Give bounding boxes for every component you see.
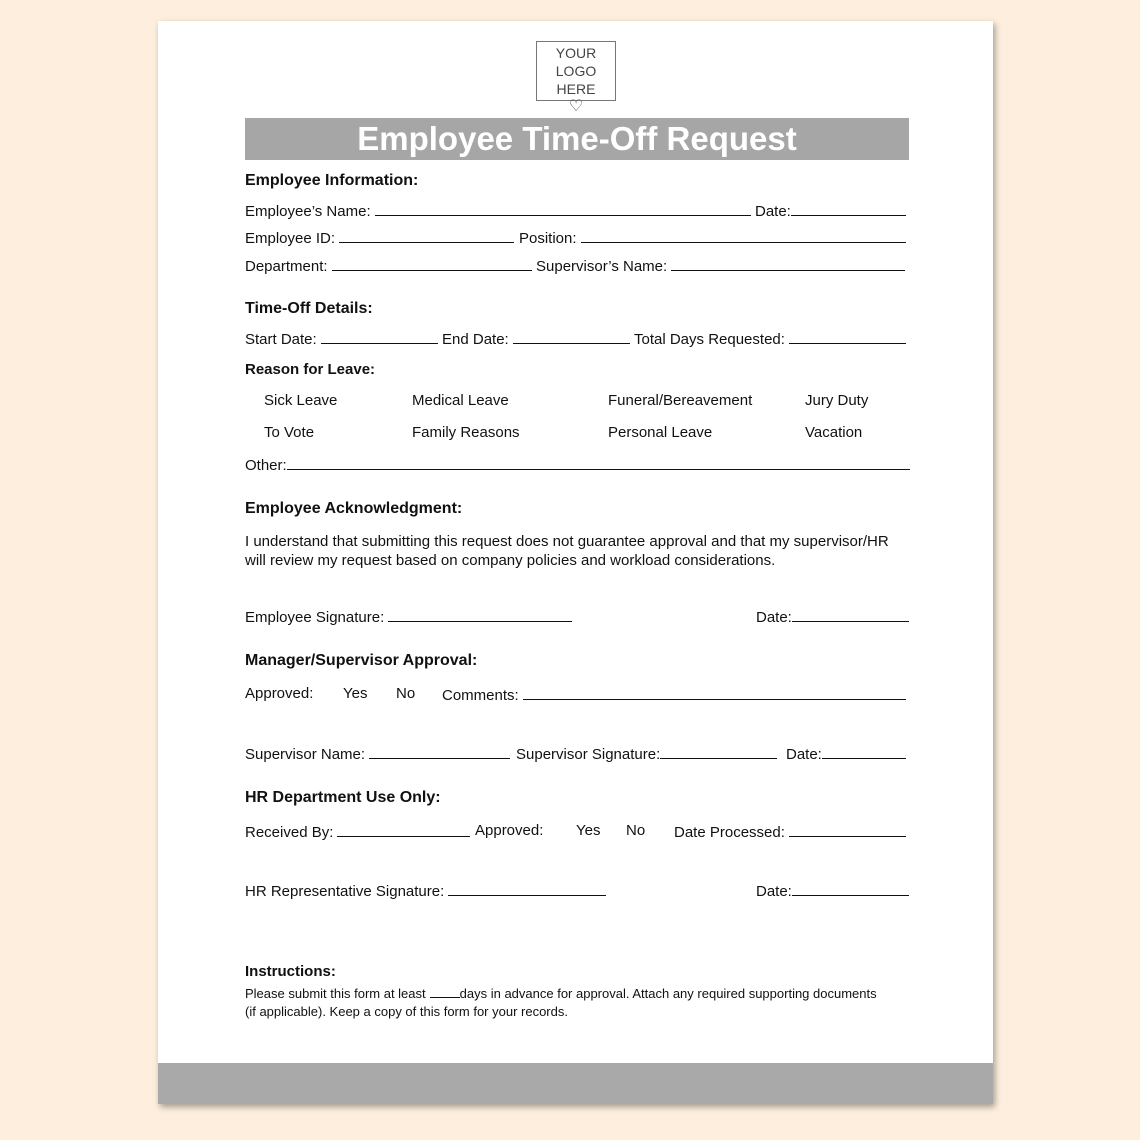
date-processed-field[interactable]: [789, 822, 906, 837]
comments-row: [442, 685, 906, 704]
instructions-text-a: Please submit this form at least: [245, 986, 426, 1001]
position-row: [519, 228, 906, 247]
employee-date-field[interactable]: [791, 201, 906, 216]
manager-approved-label: Approved:: [245, 685, 314, 702]
form-title: Employee Time-Off Request: [245, 118, 909, 160]
total-days-field[interactable]: [789, 329, 906, 344]
end-date-field[interactable]: [513, 329, 630, 344]
supervisor-name-sign-row: [245, 744, 510, 763]
other-reason-row: [245, 455, 910, 474]
employee-name-field[interactable]: [375, 201, 751, 216]
end-date-row: [442, 329, 630, 348]
start-date-label: Start Date:: [245, 331, 317, 348]
acknowledgment-text-line1: I understand that submitting this request does not guarantee approval and that my supervisor/HR: [245, 533, 889, 550]
supervisor-date-field[interactable]: [822, 744, 906, 759]
instructions-line1: [245, 985, 877, 1001]
employee-signature-row: [245, 607, 572, 626]
other-reason-field[interactable]: [287, 455, 910, 470]
employee-date-row: [755, 201, 906, 220]
supervisor-signature-field[interactable]: [660, 744, 777, 759]
supervisor-name-field[interactable]: [671, 256, 905, 271]
instructions-line2: (if applicable). Keep a copy of this form for your records.: [245, 1004, 568, 1019]
instructions-heading: Instructions:: [245, 963, 336, 980]
hr-no-option[interactable]: No: [626, 822, 646, 839]
department-row: [245, 256, 532, 275]
comments-field[interactable]: [523, 685, 906, 700]
reason-option-personal[interactable]: Personal Leave: [608, 424, 713, 441]
hr-yes-option[interactable]: Yes: [576, 822, 601, 839]
comments-label: Comments:: [442, 687, 519, 704]
employee-id-label: Employee ID:: [245, 230, 336, 247]
supervisor-date-label: Date:: [786, 746, 822, 763]
reason-option-vacation[interactable]: Vacation: [805, 424, 863, 441]
hr-signature-label: HR Representative Signature:: [245, 883, 445, 900]
manager-approval-heading: Manager/Supervisor Approval:: [245, 652, 478, 669]
other-label: Other:: [245, 457, 287, 474]
hr-approved-label: Approved:: [475, 822, 544, 839]
hr-date-field[interactable]: [792, 881, 909, 896]
ack-date-field[interactable]: [792, 607, 909, 622]
manager-yes-option[interactable]: Yes: [343, 685, 368, 702]
employee-id-row: [245, 228, 514, 247]
supervisor-row: [536, 256, 905, 275]
hr-signature-field[interactable]: [448, 881, 606, 896]
reason-option-sick-leave[interactable]: Sick Leave: [264, 392, 338, 409]
position-field[interactable]: [581, 228, 906, 243]
heart-icon: ♡: [568, 98, 584, 115]
supervisor-sign-name-field[interactable]: [369, 744, 510, 759]
reason-option-medical-leave[interactable]: Medical Leave: [412, 392, 509, 409]
department-label: Department:: [245, 258, 328, 275]
hr-heading: HR Department Use Only:: [245, 789, 441, 806]
reason-option-to-vote[interactable]: To Vote: [264, 424, 315, 441]
ack-date-label: Date:: [756, 609, 792, 626]
start-date-row: [245, 329, 438, 348]
start-date-field[interactable]: [321, 329, 438, 344]
date-processed-label: Date Processed:: [674, 824, 785, 841]
received-by-label: Received By:: [245, 824, 334, 841]
employee-name-row: [245, 201, 751, 220]
end-date-label: End Date:: [442, 331, 509, 348]
date-processed-row: [674, 822, 906, 841]
supervisor-date-row: [786, 744, 906, 763]
employee-signature-label: Employee Signature:: [245, 609, 385, 626]
advance-days-field[interactable]: [430, 985, 460, 998]
supervisor-signature-row: [516, 744, 777, 763]
reason-option-jury-duty[interactable]: Jury Duty: [805, 392, 869, 409]
hr-date-row: [756, 881, 909, 900]
acknowledgment-text-line2: will review my request based on company policies and workload considerations.: [245, 552, 776, 569]
total-days-row: [634, 329, 906, 348]
footer-bar: [158, 1063, 993, 1104]
supervisor-sign-name-label: Supervisor Name:: [245, 746, 366, 763]
hr-date-label: Date:: [756, 883, 792, 900]
received-by-row: [245, 822, 470, 841]
reason-option-funeral[interactable]: Funeral/Bereavement: [608, 392, 753, 409]
logo-placeholder: [536, 41, 616, 115]
received-by-field[interactable]: [337, 822, 470, 837]
hr-signature-row: [245, 881, 606, 900]
employee-id-field[interactable]: [339, 228, 514, 243]
employee-signature-field[interactable]: [388, 607, 572, 622]
employee-name-label: Employee’s Name:: [245, 203, 371, 220]
ack-date-row: [756, 607, 909, 626]
logo-text-line2: HERE: [556, 81, 596, 97]
acknowledgment-heading: Employee Acknowledgment:: [245, 500, 463, 517]
instructions-text-b: days in advance for approval. Attach any required supporting documents: [459, 986, 877, 1001]
department-field[interactable]: [332, 256, 532, 271]
employee-info-heading: Employee Information:: [245, 172, 419, 189]
supervisor-signature-label: Supervisor Signature:: [516, 746, 661, 763]
reason-option-family[interactable]: Family Reasons: [412, 424, 520, 441]
position-label: Position:: [519, 230, 577, 247]
logo-text-line1: YOUR LOGO: [555, 45, 597, 79]
form-page: [158, 21, 993, 1104]
employee-date-label: Date:: [755, 203, 791, 220]
supervisor-name-label: Supervisor’s Name:: [536, 258, 668, 275]
time-off-heading: Time-Off Details:: [245, 300, 373, 317]
total-days-label: Total Days Requested:: [634, 331, 785, 348]
manager-no-option[interactable]: No: [396, 685, 416, 702]
reason-heading: Reason for Leave:: [245, 361, 376, 378]
